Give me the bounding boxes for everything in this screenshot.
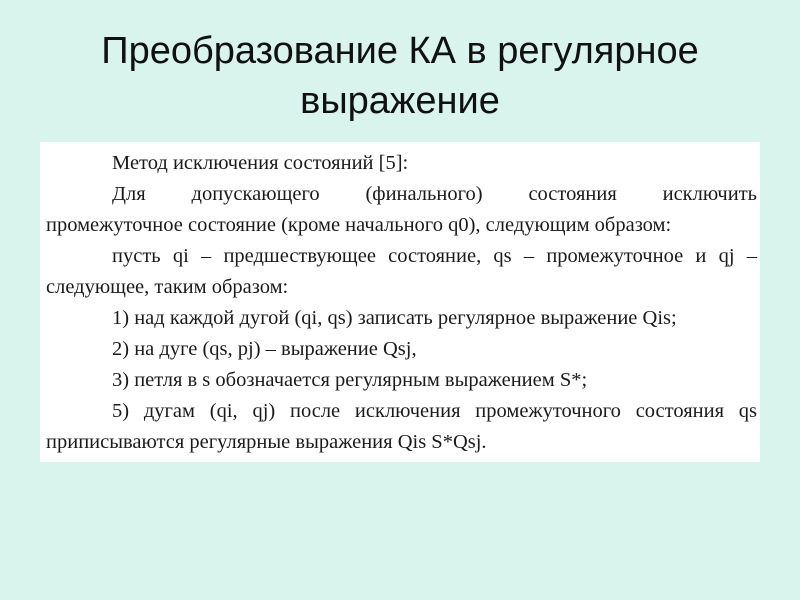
method-heading <box>46 148 757 179</box>
slide-title: Преобразование КА в регулярное выражение <box>101 30 699 122</box>
paragraph-1-line-1: Для допускающего (финального) состояния исключить <box>112 183 757 205</box>
list-item-5-line-2: приписываются регулярные выражения Qis S*Qsj. <box>46 431 487 453</box>
paragraph-2-line-2: следующее, таким образом: <box>46 276 289 298</box>
list-item-3 <box>46 365 757 396</box>
method-heading-text: Метод исключения состояний [5]: <box>112 152 409 174</box>
list-item-5-line-1: 5) дугам (qi, qj) после исключения промежуточного состояния qs <box>112 400 757 422</box>
paragraph-1 <box>46 179 757 241</box>
paragraph-2-line-1: пусть qi – предшествующее состояние, qs – промежуточное и qj – <box>112 245 757 267</box>
content-image <box>40 142 760 462</box>
list-item-5 <box>46 396 757 458</box>
list-item-2 <box>46 334 757 365</box>
list-item-1-text: 1) над каждой дугой (qi, qs) записать регулярное выражение Qis; <box>112 307 677 329</box>
paragraph-1-line-2: промежуточное состояние (кроме начального q0), следующим образом: <box>46 214 672 236</box>
paragraph-2 <box>46 241 757 303</box>
list-item-1 <box>46 303 757 334</box>
list-item-3-text: 3) петля в s обозначается регулярным выражением S*; <box>112 369 588 391</box>
list-item-2-text: 2) на дуге (qs, pj) – выражение Qsj, <box>112 338 417 360</box>
